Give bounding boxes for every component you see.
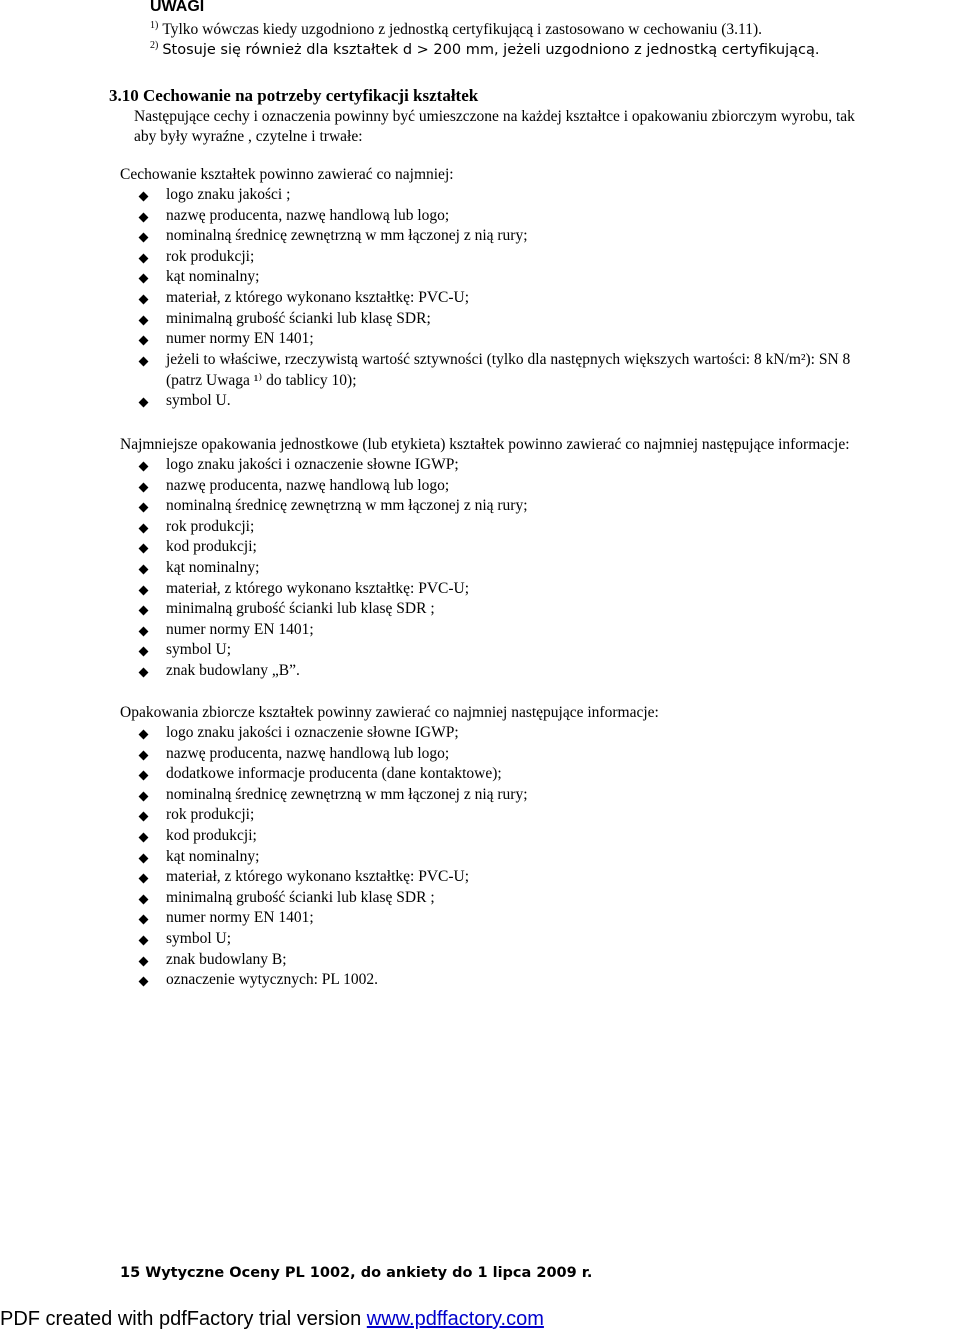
bullet-diamond-icon: [139, 212, 149, 222]
list-item-text: kąt nominalny;: [166, 559, 260, 576]
list-item-text: kod produkcji;: [166, 827, 257, 844]
bullet-diamond-icon: [139, 336, 149, 346]
page-footer: 15 Wytyczne Oceny PL 1002, do ankiety do 1 lipca 2009 r.: [120, 1265, 593, 1281]
intro-line-2: aby były wyraźne , czytelne i trwałe:: [134, 128, 363, 145]
list1-heading: Cechowanie kształtek powinno zawierać co najmniej:: [120, 166, 454, 183]
bullet-diamond-icon: [139, 482, 149, 492]
bullet-diamond-icon: [139, 956, 149, 966]
list-item-text: kąt nominalny;: [166, 268, 260, 286]
bullet-diamond-icon: [139, 274, 149, 284]
list-item-text: dodatkowe informacje producenta (dane kontaktowe);: [166, 765, 502, 783]
bullet-diamond-icon: [139, 833, 149, 843]
list-item-text: nominalną średnicę zewnętrzną w mm łączonej z nią rury;: [166, 497, 528, 515]
bullet-diamond-icon: [139, 356, 149, 366]
bullet-diamond-icon: [139, 544, 149, 554]
list-item-text: jeżeli to właściwe, rzeczywistą wartość sztywności (tylko dla następnych większych wartości: 8 kN/m²): SN 8: [166, 350, 851, 368]
list-item-text: (patrz Uwaga ¹⁾ do tablicy 10);: [166, 372, 357, 390]
list-item-text: minimalną grubość ścianki lub klasę SDR ;: [166, 888, 435, 906]
bullet-diamond-icon: [139, 874, 149, 884]
list-item-text: logo znaku jakości i oznaczenie słowne IGWP;: [166, 456, 459, 473]
bullet-diamond-icon: [139, 295, 149, 305]
bullet-diamond-icon: [139, 647, 149, 657]
bullet-diamond-icon: [139, 812, 149, 822]
list-item-text: znak budowlany B;: [166, 950, 287, 968]
list-item-text: numer normy EN 1401;: [166, 330, 314, 348]
bullet-diamond-icon: [139, 606, 149, 616]
note-1-marker: 1): [150, 20, 159, 31]
section-title: 3.10 Cechowanie na potrzeby certyfikacji kształtek: [109, 86, 479, 105]
list-item-text: rok produkcji;: [166, 247, 255, 265]
intro-line-1: Następujące cechy i oznaczenia powinny być umieszczone na każdej kształtce i opakowaniu zbiorczym wyrobu, tak: [134, 108, 855, 125]
pdf-banner-text: PDF created with pdfFactory trial version: [0, 1308, 367, 1330]
bullet-diamond-icon: [139, 750, 149, 760]
list-item-text: rok produkcji;: [166, 517, 255, 535]
bullet-diamond-icon: [139, 523, 149, 533]
bullet-diamond-icon: [139, 791, 149, 801]
list-item-text: oznaczenie wytycznych: PL 1002.: [166, 971, 379, 989]
list-item-text: nominalną średnicę zewnętrzną w mm łączonej z nią rury;: [166, 785, 528, 803]
note-2: [150, 41, 820, 59]
bullet-diamond-icon: [139, 315, 149, 325]
bullet-diamond-icon: [139, 894, 149, 904]
bullet-diamond-icon: [139, 730, 149, 740]
bullet-diamond-icon: [139, 668, 149, 678]
list-item-text: numer normy EN 1401;: [166, 620, 314, 638]
list-item-text: symbol U.: [166, 392, 231, 409]
bullet-diamond-icon: [139, 253, 149, 263]
list-item-text: minimalną grubość ścianki lub klasę SDR;: [166, 309, 431, 327]
pdffactory-link[interactable]: www.pdffactory.com: [366, 1308, 544, 1330]
list-item-text: kąt nominalny;: [166, 847, 260, 865]
list-item-text: logo znaku jakości i oznaczenie słowne IGWP;: [166, 724, 459, 741]
bullet-diamond-icon: [139, 462, 149, 472]
note-2-marker: 2): [150, 40, 159, 51]
bullet-diamond-icon: [139, 565, 149, 575]
list-item-text: materiał, z którego wykonano kształtkę: PVC-U;: [166, 868, 470, 886]
note-1-text: Tylko wówczas kiedy uzgodniono z jednostką certyfikującą i zastosowano w cechowaniu (3.11).: [162, 21, 762, 38]
bullet-diamond-icon: [139, 915, 149, 925]
list-item-text: numer normy EN 1401;: [166, 909, 314, 927]
notes-title: UWAGI: [150, 0, 205, 15]
list-item-text: logo znaku jakości ;: [166, 186, 291, 203]
list2-heading: Najmniejsze opakowania jednostkowe (lub etykieta) kształtek powinno zawierać co najmniej następujące informacje:: [120, 436, 850, 453]
pdf-banner: [0, 1308, 544, 1331]
bullet-diamond-icon: [139, 977, 149, 987]
bullet-diamond-icon: [139, 503, 149, 513]
note-1: [150, 21, 762, 39]
bullet-diamond-icon: [139, 192, 149, 202]
bullet-diamond-icon: [139, 771, 149, 781]
list-item-text: rok produkcji;: [166, 806, 255, 824]
note-2-text: Stosuje się również dla kształtek d > 200 mm, jeżeli uzgodniono z jednostką certyfikującą.: [162, 42, 820, 58]
bullet-diamond-icon: [139, 398, 149, 408]
list-item-text: symbol U;: [166, 641, 232, 659]
list-item-text: nazwę producenta, nazwę handlową lub logo;: [166, 744, 450, 762]
bullet-diamond-icon: [139, 233, 149, 243]
bullet-diamond-icon: [139, 936, 149, 946]
list-item-text: symbol U;: [166, 930, 232, 947]
list-item-text: materiał, z którego wykonano kształtkę: PVC-U;: [166, 579, 470, 597]
list-item-text: nazwę producenta, nazwę handlową lub logo;: [166, 206, 450, 224]
bullet-diamond-icon: [139, 626, 149, 636]
list-item-text: kod produkcji;: [166, 538, 257, 556]
bullet-diamond-icon: [139, 853, 149, 863]
list-item-text: materiał, z którego wykonano kształtkę: PVC-U;: [166, 289, 470, 306]
list-item-text: nazwę producenta, nazwę handlową lub logo;: [166, 476, 450, 494]
list-item-text: minimalną grubość ścianki lub klasę SDR ;: [166, 600, 435, 618]
list-item-text: nominalną średnicę zewnętrzną w mm łączonej z nią rury;: [166, 227, 528, 245]
list-item-text: znak budowlany „B”.: [166, 662, 300, 679]
bullet-diamond-icon: [139, 585, 149, 595]
list3-heading: Opakowania zbiorcze kształtek powinny zawierać co najmniej następujące informacje:: [120, 704, 659, 721]
